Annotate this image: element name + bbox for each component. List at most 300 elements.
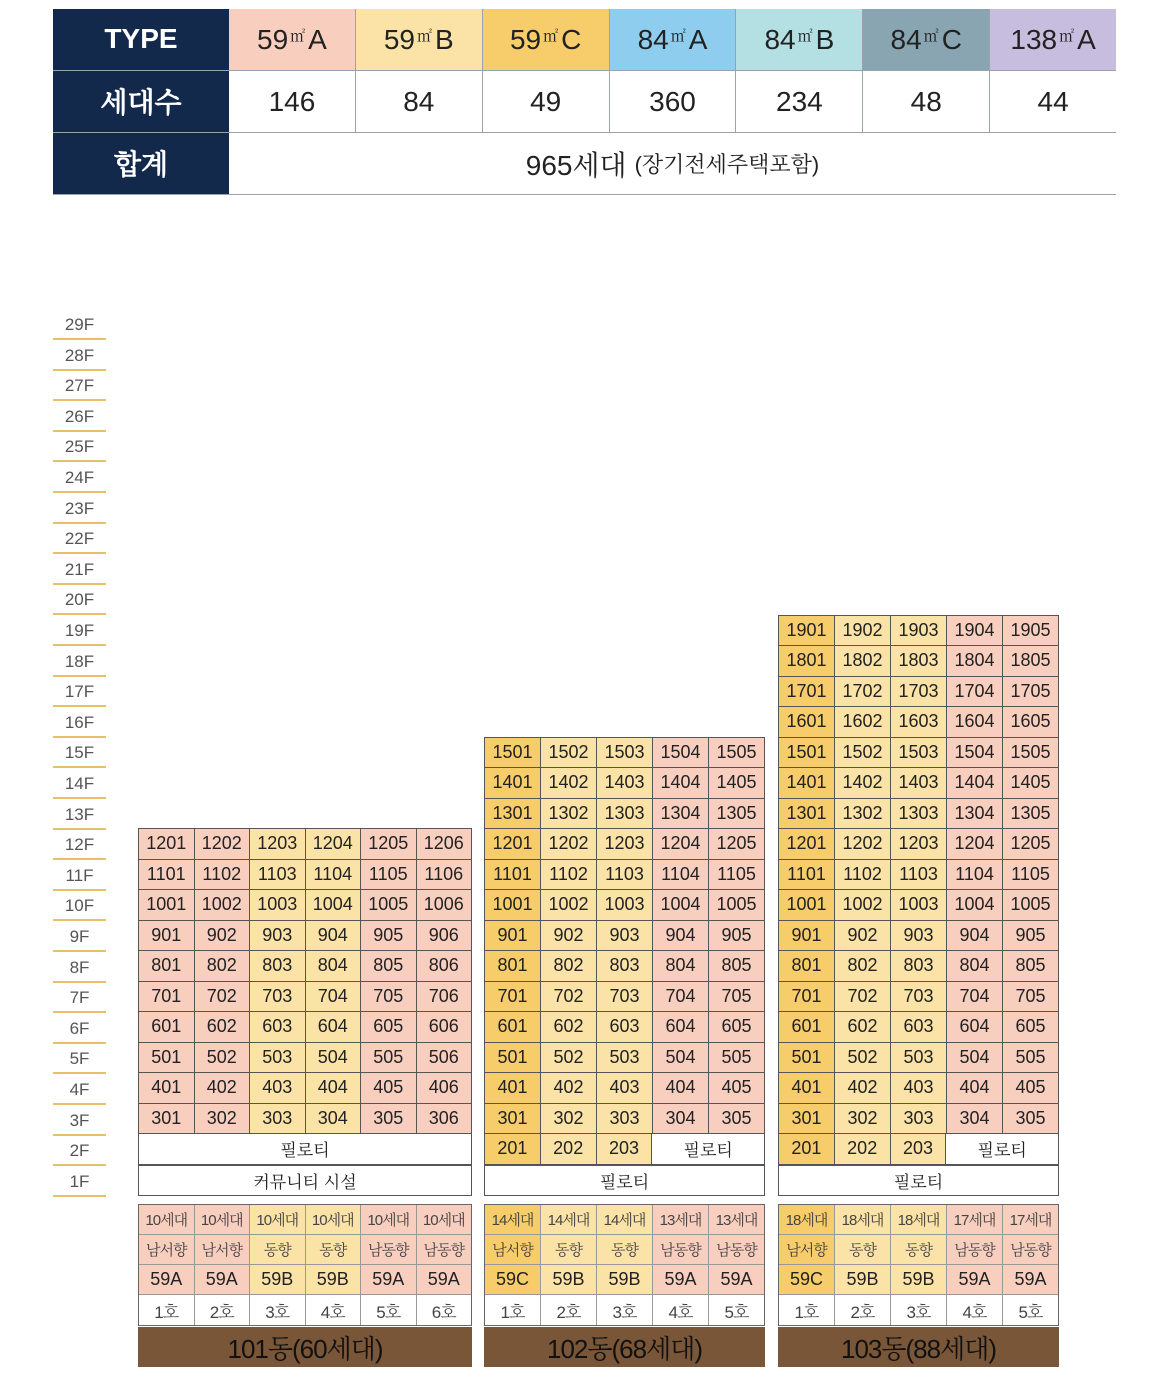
floor-row (779, 677, 1058, 708)
type-header: TYPE (53, 9, 229, 70)
unit-cell: 501 (779, 1043, 835, 1073)
unit-count-cell: 18세대 (835, 1205, 891, 1234)
type-cell (989, 9, 1116, 70)
unit-cell: 1403 (891, 768, 947, 798)
unit-cell: 903 (597, 921, 653, 951)
unit-cell: 1103 (597, 860, 653, 890)
floor-label: 13F (53, 800, 106, 830)
unit-cell: 704 (306, 982, 362, 1012)
unit-cell: 605 (361, 1012, 417, 1042)
ho-cell: 3호 (597, 1295, 653, 1325)
floor-label: 26F (53, 402, 106, 432)
unit-cell: 505 (361, 1043, 417, 1073)
unit-cell: 1503 (891, 738, 947, 768)
direction-cell: 동향 (306, 1235, 362, 1264)
unit-cell: 201 (779, 1134, 835, 1164)
direction-cell: 남동향 (1003, 1235, 1058, 1264)
unit-cell: 305 (1003, 1104, 1058, 1134)
unit-cell: 801 (485, 951, 541, 981)
total-header: 합계 (53, 133, 229, 194)
unit-cell: 301 (139, 1104, 195, 1134)
floor-row (779, 1104, 1058, 1135)
unit-cell: 1903 (891, 616, 947, 646)
info-row (139, 1265, 471, 1295)
floor-label: 25F (53, 432, 106, 462)
unit-cell: 501 (139, 1043, 195, 1073)
unit-cell: 1105 (709, 860, 764, 890)
floor-row (485, 1043, 764, 1074)
total-main: 965세대 (525, 149, 627, 181)
floor-label: 23F (53, 494, 106, 524)
floor-row (485, 860, 764, 891)
unit-cell: 1801 (779, 646, 835, 676)
info-row (485, 1265, 764, 1295)
floor-label: 3F (53, 1106, 106, 1136)
floor2-row (485, 1134, 764, 1165)
unit-cell: 1102 (541, 860, 597, 890)
info-row (485, 1295, 764, 1325)
unit-cell: 604 (947, 1012, 1003, 1042)
unit-cell: 906 (417, 921, 472, 951)
unit-cell: 805 (709, 951, 764, 981)
type-code-cell: 59B (891, 1265, 947, 1294)
direction-cell: 남동향 (653, 1235, 709, 1264)
unit-cell: 1402 (541, 768, 597, 798)
unit-cell: 401 (779, 1073, 835, 1103)
type-cell (229, 9, 355, 70)
floor-label: 28F (53, 341, 106, 371)
unit-cell: 1001 (485, 890, 541, 920)
unit-grid (778, 615, 1059, 1165)
type-area: 138 (1010, 23, 1058, 55)
floor-row (779, 768, 1058, 799)
unit-count-cell: 17세대 (1003, 1205, 1058, 1234)
unit-cell: 1701 (779, 677, 835, 707)
type-code-cell: 59A (1003, 1265, 1058, 1294)
direction-cell: 남동향 (417, 1235, 472, 1264)
type-unit: ㎡ (923, 28, 939, 45)
unit-cell: 301 (485, 1104, 541, 1134)
unit-cell: 1405 (1003, 768, 1058, 798)
count-cell: 44 (989, 71, 1116, 132)
type-letter: A (308, 23, 327, 55)
unit-cell: 405 (1003, 1073, 1058, 1103)
type-code-cell: 59B (250, 1265, 306, 1294)
summary-table (53, 9, 1116, 195)
ho-cell: 4호 (306, 1295, 362, 1325)
unit-cell: 1201 (139, 829, 195, 859)
unit-cell: 601 (485, 1012, 541, 1042)
unit-cell: 1602 (835, 707, 891, 737)
type-area: 59 (257, 23, 289, 55)
unit-grid (138, 828, 472, 1165)
unit-cell: 404 (306, 1073, 362, 1103)
floor-row (485, 890, 764, 921)
unit-cell: 1203 (597, 829, 653, 859)
type-cells (229, 9, 1116, 70)
direction-cell: 남동향 (947, 1235, 1003, 1264)
unit-cell: 1501 (779, 738, 835, 768)
floor-label: 14F (53, 769, 106, 799)
unit-cell: 1505 (709, 738, 764, 768)
direction-cell: 남서향 (779, 1235, 835, 1264)
type-row (53, 9, 1116, 71)
unit-cell: 1804 (947, 646, 1003, 676)
unit-cell: 905 (1003, 921, 1058, 951)
floor2-row (779, 1134, 1058, 1165)
direction-cell: 남서향 (485, 1235, 541, 1264)
unit-cell: 804 (947, 951, 1003, 981)
unit-cell: 1105 (1003, 860, 1058, 890)
unit-cell: 1101 (139, 860, 195, 890)
floor-label: 11F (53, 861, 106, 891)
info-row (485, 1235, 764, 1265)
type-code-cell: 59B (306, 1265, 362, 1294)
unit-cell: 705 (1003, 982, 1058, 1012)
floor-label: 27F (53, 371, 106, 401)
unit-cell: 706 (417, 982, 472, 1012)
unit-cell: 605 (1003, 1012, 1058, 1042)
type-code-cell: 59A (417, 1265, 472, 1294)
floor1-label: 필로티 (484, 1165, 765, 1196)
unit-cell: 805 (1003, 951, 1058, 981)
unit-cell: 402 (835, 1073, 891, 1103)
unit-cell: 504 (653, 1043, 709, 1073)
unit-cell: 401 (139, 1073, 195, 1103)
unit-cell: 604 (653, 1012, 709, 1042)
floor-row (779, 951, 1058, 982)
unit-cell: 1302 (541, 799, 597, 829)
unit-cell: 304 (947, 1104, 1003, 1134)
unit-cell: 202 (835, 1134, 891, 1164)
type-cell (482, 9, 609, 70)
unit-count-cell: 10세대 (139, 1205, 195, 1234)
unit-cell: 604 (306, 1012, 362, 1042)
unit-cell: 801 (139, 951, 195, 981)
type-area: 59 (383, 23, 416, 55)
ho-cell: 4호 (653, 1295, 709, 1325)
unit-cell: 803 (250, 951, 306, 981)
unit-cell: 506 (417, 1043, 472, 1073)
unit-count-cell: 14세대 (541, 1205, 597, 1234)
unit-cell: 703 (891, 982, 947, 1012)
count-cells (229, 71, 1116, 132)
floor-row (779, 799, 1058, 830)
unit-cell: 402 (541, 1073, 597, 1103)
unit-cell: 1604 (947, 707, 1003, 737)
unit-cell: 1004 (653, 890, 709, 920)
unit-cell: 305 (709, 1104, 764, 1134)
floor-row (139, 982, 471, 1013)
unit-cell: 1102 (835, 860, 891, 890)
unit-cell: 1003 (891, 890, 947, 920)
unit-cell: 1303 (597, 799, 653, 829)
building-name: 103동(88세대) (778, 1327, 1059, 1367)
floor-label: 16F (53, 708, 106, 738)
type-area: 84 (890, 23, 922, 55)
unit-cell: 1305 (1003, 799, 1058, 829)
floor-row (485, 1073, 764, 1104)
unit-cell: 1805 (1003, 646, 1058, 676)
unit-count-cell: 13세대 (709, 1205, 764, 1234)
unit-cell: 806 (417, 951, 472, 981)
unit-cell: 1002 (541, 890, 597, 920)
unit-count-cell: 14세대 (597, 1205, 653, 1234)
direction-cell: 동향 (541, 1235, 597, 1264)
building (138, 828, 472, 1196)
info-row (139, 1205, 471, 1235)
unit-cell: 603 (250, 1012, 306, 1042)
total-note: (장기전세주택포함) (634, 152, 820, 177)
unit-cell: 406 (417, 1073, 472, 1103)
unit-cell: 801 (779, 951, 835, 981)
floor-row (779, 1043, 1058, 1074)
unit-cell: 705 (361, 982, 417, 1012)
count-cell: 360 (609, 71, 736, 132)
direction-cell: 남서향 (139, 1235, 195, 1264)
unit-cell: 504 (306, 1043, 362, 1073)
direction-cell: 동향 (835, 1235, 891, 1264)
unit-cell: 203 (597, 1134, 653, 1164)
unit-cell: 401 (485, 1073, 541, 1103)
count-header: 세대수 (53, 71, 229, 132)
floor-label: 21F (53, 555, 106, 585)
unit-cell: 502 (195, 1043, 251, 1073)
unit-cell: 1005 (709, 890, 764, 920)
unit-info-table (778, 1204, 1059, 1326)
direction-cell: 동향 (891, 1235, 947, 1264)
unit-cell: 303 (597, 1104, 653, 1134)
type-unit: ㎡ (797, 28, 813, 45)
info-row (779, 1205, 1058, 1235)
floor-row (139, 921, 471, 952)
unit-cell: 1405 (709, 768, 764, 798)
floor-label: 19F (53, 616, 106, 646)
floor-row (779, 890, 1058, 921)
floor-row (779, 1012, 1058, 1043)
unit-cell: 405 (361, 1073, 417, 1103)
unit-count-cell: 13세대 (653, 1205, 709, 1234)
unit-cell: 703 (250, 982, 306, 1012)
floor-label: 9F (53, 922, 106, 952)
ho-cell: 3호 (250, 1295, 306, 1325)
unit-cell: 1202 (835, 829, 891, 859)
type-cell (609, 9, 736, 70)
unit-cell: 1204 (653, 829, 709, 859)
unit-cell: 1205 (709, 829, 764, 859)
ho-cell: 2호 (835, 1295, 891, 1325)
count-row (53, 71, 1116, 133)
ho-cell: 2호 (195, 1295, 251, 1325)
unit-count-cell: 10세대 (361, 1205, 417, 1234)
type-code-cell: 59C (779, 1265, 835, 1294)
unit-cell: 903 (891, 921, 947, 951)
floor-row (779, 982, 1058, 1013)
count-cell: 234 (735, 71, 862, 132)
building (484, 737, 765, 1196)
unit-cell: 802 (195, 951, 251, 981)
unit-cell: 703 (597, 982, 653, 1012)
floor-row (485, 829, 764, 860)
unit-cell: 803 (891, 951, 947, 981)
building (778, 615, 1059, 1196)
unit-cell: 1905 (1003, 616, 1058, 646)
unit-cell: 601 (139, 1012, 195, 1042)
unit-cell: 503 (891, 1043, 947, 1073)
unit-info-table (138, 1204, 472, 1326)
direction-cell: 남서향 (195, 1235, 251, 1264)
floor-label: 24F (53, 463, 106, 493)
floor-label: 6F (53, 1014, 106, 1044)
ho-cell: 5호 (1003, 1295, 1058, 1325)
floor-label: 17F (53, 677, 106, 707)
piloti-label: 필로티 (139, 1134, 471, 1164)
floor-row (779, 616, 1058, 647)
unit-cell: 1003 (597, 890, 653, 920)
unit-cell: 503 (597, 1043, 653, 1073)
floor-row (485, 1012, 764, 1043)
unit-cell: 1703 (891, 677, 947, 707)
unit-cell: 1104 (306, 860, 362, 890)
unit-cell: 605 (709, 1012, 764, 1042)
unit-cell: 1601 (779, 707, 835, 737)
type-cell (735, 9, 862, 70)
unit-cell: 602 (195, 1012, 251, 1042)
ho-cell: 5호 (709, 1295, 764, 1325)
unit-cell: 1904 (947, 616, 1003, 646)
floor-row (779, 921, 1058, 952)
unit-cell: 1802 (835, 646, 891, 676)
unit-grid (484, 737, 765, 1165)
unit-cell: 704 (653, 982, 709, 1012)
unit-cell: 201 (485, 1134, 541, 1164)
unit-cell: 602 (835, 1012, 891, 1042)
type-letter: A (688, 23, 708, 55)
type-code-cell: 59B (835, 1265, 891, 1294)
type-letter: B (435, 23, 454, 55)
info-row (485, 1205, 764, 1235)
unit-cell: 1201 (779, 829, 835, 859)
unit-cell: 1103 (891, 860, 947, 890)
unit-cell: 1501 (485, 738, 541, 768)
floor-label: 20F (53, 585, 106, 615)
unit-cell: 905 (709, 921, 764, 951)
unit-cell: 1001 (779, 890, 835, 920)
unit-cell: 1003 (250, 890, 306, 920)
info-row (139, 1295, 471, 1325)
unit-cell: 803 (597, 951, 653, 981)
unit-cell: 704 (947, 982, 1003, 1012)
unit-cell: 1603 (891, 707, 947, 737)
type-cell (355, 9, 482, 70)
unit-cell: 602 (541, 1012, 597, 1042)
unit-cell: 901 (779, 921, 835, 951)
unit-cell: 1203 (891, 829, 947, 859)
unit-cell: 802 (835, 951, 891, 981)
unit-cell: 1605 (1003, 707, 1058, 737)
unit-cell: 904 (947, 921, 1003, 951)
unit-cell: 702 (195, 982, 251, 1012)
unit-count-cell: 10세대 (195, 1205, 251, 1234)
ho-cell: 3호 (891, 1295, 947, 1325)
floor-label: 22F (53, 524, 106, 554)
floor-label: 15F (53, 738, 106, 768)
type-area: 59 (509, 23, 542, 55)
unit-cell: 1304 (947, 799, 1003, 829)
ho-cell: 1호 (485, 1295, 541, 1325)
floor-label: 4F (53, 1075, 106, 1105)
type-unit: ㎡ (417, 28, 433, 45)
floor-label: 1F (53, 1167, 106, 1197)
unit-cell: 1401 (485, 768, 541, 798)
unit-cell: 702 (835, 982, 891, 1012)
piloti-label: 필로티 (946, 1134, 1058, 1164)
unit-cell: 304 (653, 1104, 709, 1134)
unit-cell: 304 (306, 1104, 362, 1134)
floor-row (485, 799, 764, 830)
unit-cell: 404 (947, 1073, 1003, 1103)
floor-label: 8F (53, 953, 106, 983)
unit-cell: 1002 (195, 890, 251, 920)
floor-label: 7F (53, 983, 106, 1013)
unit-cell: 302 (195, 1104, 251, 1134)
unit-cell: 1105 (361, 860, 417, 890)
unit-cell: 1502 (541, 738, 597, 768)
building-name: 102동(68세대) (484, 1327, 765, 1367)
unit-cell: 203 (891, 1134, 947, 1164)
ho-cell: 1호 (139, 1295, 195, 1325)
unit-cell: 903 (250, 921, 306, 951)
unit-cell: 503 (250, 1043, 306, 1073)
direction-cell: 남동향 (709, 1235, 764, 1264)
type-letter: B (815, 23, 835, 55)
unit-count-cell: 14세대 (485, 1205, 541, 1234)
type-code-cell: 59A (195, 1265, 251, 1294)
unit-cell: 1206 (417, 829, 472, 859)
type-unit: ㎡ (1059, 28, 1075, 45)
unit-cell: 1204 (947, 829, 1003, 859)
unit-cell: 705 (709, 982, 764, 1012)
unit-cell: 1205 (1003, 829, 1058, 859)
unit-cell: 1104 (653, 860, 709, 890)
floor-row (779, 646, 1058, 677)
unit-cell: 1302 (835, 799, 891, 829)
unit-cell: 1404 (653, 768, 709, 798)
floor-row (485, 768, 764, 799)
unit-cell: 405 (709, 1073, 764, 1103)
type-code-cell: 59A (709, 1265, 764, 1294)
count-cell: 49 (482, 71, 609, 132)
type-code-cell: 59A (653, 1265, 709, 1294)
unit-cell: 1001 (139, 890, 195, 920)
floor-row (485, 1104, 764, 1135)
unit-cell: 502 (541, 1043, 597, 1073)
unit-cell: 403 (891, 1073, 947, 1103)
total-value (229, 133, 1116, 194)
floor-row (139, 860, 471, 891)
floor2-row (139, 1134, 471, 1165)
unit-cell: 1803 (891, 646, 947, 676)
ho-cell: 4호 (947, 1295, 1003, 1325)
info-row (779, 1265, 1058, 1295)
type-letter: C (561, 23, 582, 55)
direction-cell: 동향 (597, 1235, 653, 1264)
type-area: 84 (764, 23, 796, 55)
floor-row (139, 829, 471, 860)
unit-cell: 901 (139, 921, 195, 951)
unit-count-cell: 17세대 (947, 1205, 1003, 1234)
count-cell: 84 (355, 71, 482, 132)
